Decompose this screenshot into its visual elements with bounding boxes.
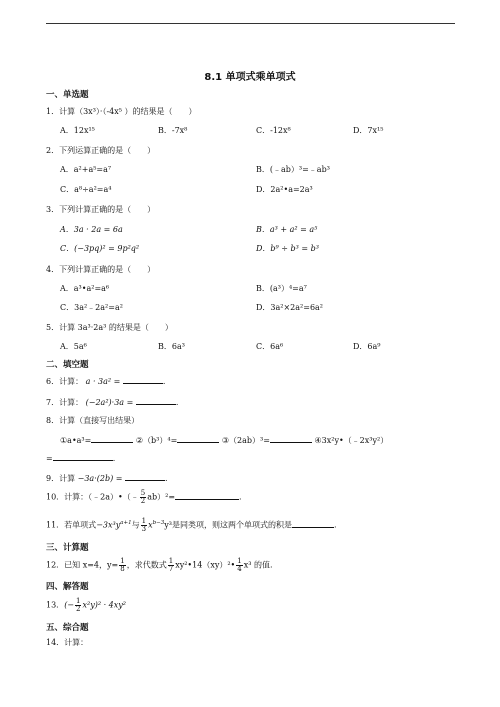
question-6	[46, 375, 165, 387]
q12-suffix: x³ 的值.	[243, 560, 273, 570]
q7-expression: (−2a²)·3a =	[85, 398, 136, 407]
q10-fraction	[140, 490, 146, 505]
question-3-stem: 3．下列计算正确的是（ ）	[46, 205, 156, 214]
question-13	[46, 598, 126, 613]
q7-period: .	[175, 398, 179, 407]
q8-part-2-blank[interactable]	[177, 434, 219, 443]
q9-answer-blank[interactable]	[125, 472, 165, 481]
q11-fraction	[141, 518, 147, 533]
question-8-line2: = .	[46, 454, 116, 463]
q4-option-c: C．3a²﹣2a²=a²	[60, 303, 123, 312]
question-1-stem: 1．计算（3x³）·（-4x⁵ ）的结果是（ ）	[46, 107, 197, 116]
q8-part-1: ①a•a³=	[60, 436, 92, 445]
q11-suffix: y³是同类项，则这两个单项式的积是	[164, 520, 292, 530]
header-rule	[46, 23, 455, 24]
q3-option-a: A．3a · 2a = 6a	[60, 225, 123, 234]
question-4-stem: 4．下列计算正确的是（ ）	[46, 265, 156, 274]
q1-option-b: B．-7x⁸	[158, 126, 188, 135]
q11-exponent-1: a+1	[120, 519, 132, 526]
q9-period: .	[165, 474, 168, 483]
q8-equals: =	[46, 454, 53, 463]
question-8-stem: 8．计算（直接写出结果）	[46, 416, 140, 425]
q7-stem: 7．计算：	[46, 398, 84, 407]
q12-y-numerator: 1	[120, 557, 125, 565]
q13-stem: 13．	[46, 600, 65, 610]
q13-open: (−	[64, 600, 75, 610]
q6-stem: 6．计算：	[46, 377, 84, 386]
question-7	[46, 396, 178, 408]
q4-option-a: A．a³•a²=a⁶	[60, 284, 110, 293]
q12-fraction-2	[236, 558, 242, 573]
q12-y-fraction	[119, 558, 125, 573]
q1-option-d: D．7x¹⁵	[353, 126, 384, 135]
q3-option-b: B．a³ + a² = a⁵	[256, 225, 318, 234]
q5-option-b: B．6a³	[158, 342, 185, 351]
q11-and: 与	[131, 520, 140, 530]
q12-prefix: 12．已知 x=4，y=	[46, 560, 119, 570]
q6-answer-blank[interactable]	[123, 375, 163, 384]
q8-part-3-blank[interactable]	[270, 434, 312, 443]
question-2-stem: 2．下列运算正确的是（ ）	[46, 146, 156, 155]
q13-fraction-numerator: 1	[76, 597, 81, 605]
q9-stem: 9．计算	[46, 474, 76, 483]
q1-option-c: C．-12x⁸	[256, 126, 291, 135]
question-11	[46, 518, 337, 533]
question-9	[46, 472, 168, 484]
question-14-stem: 14．计算：	[46, 638, 89, 647]
q5-option-c: C．6a⁶	[256, 342, 284, 351]
q12-fraction-2-denominator: 4	[237, 565, 242, 573]
q13-tail: x²y)² · 4xy²	[82, 600, 127, 610]
q9-expression: −3a·(2b) =	[77, 474, 125, 483]
q10-tail: ab）²=	[147, 492, 176, 502]
q12-fraction-1-denominator: 7	[168, 565, 174, 573]
q12-y-denominator: 8	[120, 565, 125, 573]
q8-part-4: ④3x²y•（﹣2x³y²）	[314, 436, 389, 445]
q13-fraction-denominator: 2	[76, 605, 81, 613]
question-12	[46, 558, 273, 573]
q10-period: .	[239, 492, 242, 502]
section-heading-single-choice: 一、单选题	[46, 90, 89, 100]
q10-fraction-denominator: 2	[140, 497, 146, 505]
q11-fraction-numerator: 1	[141, 517, 147, 525]
question-5-stem: 5．计算 3a³·2a³ 的结果是（ ）	[46, 323, 173, 332]
q5-option-a: A．5a⁶	[60, 342, 87, 351]
q8-part-1-blank[interactable]	[91, 434, 133, 443]
q11-period: .	[333, 520, 337, 530]
q2-option-d: D．2a²•a=2a³	[256, 185, 313, 194]
q6-period: .	[162, 377, 166, 386]
q11-exponent-2: b−3	[152, 519, 165, 526]
q10-answer-blank[interactable]	[175, 491, 239, 500]
q12-fraction-2-numerator: 1	[237, 557, 242, 565]
q8-part-2: ②（b³）⁴=	[135, 436, 178, 445]
q3-option-c: C．(−3pq)² = 9p²q²	[60, 244, 140, 253]
q6-expression: a · 3a² =	[85, 377, 123, 386]
q11-expr-1: −3x³y	[96, 520, 121, 530]
section-heading-calculation: 三、计算题	[46, 543, 89, 553]
q8-part-3: ③（2ab）³=	[221, 436, 270, 445]
section-heading-fill-blank: 二、填空题	[46, 360, 89, 370]
q7-answer-blank[interactable]	[136, 396, 176, 405]
section-heading-comprehensive: 五、综合题	[46, 623, 89, 633]
q12-mid: ，求代数式	[126, 560, 167, 570]
q2-option-a: A．a²+a⁵=a⁷	[60, 165, 112, 174]
q10-fraction-numerator: 5	[140, 489, 146, 497]
q1-option-a: A．12x¹⁵	[60, 126, 95, 135]
q2-option-b: B．(﹣ab）³=﹣ab³	[256, 165, 330, 174]
q4-option-b: B．(a³）⁴=a⁷	[256, 284, 307, 293]
question-10	[46, 490, 242, 505]
q12-fraction-1	[168, 558, 174, 573]
q12-fraction-1-numerator: 1	[168, 557, 174, 565]
q11-expr-2: x	[148, 520, 153, 530]
q5-option-d: D．6a⁹	[353, 342, 381, 351]
page-title: 8.1 单项式乘单项式	[204, 72, 296, 83]
q13-fraction	[75, 598, 81, 613]
section-heading-answer: 四、解答题	[46, 582, 89, 592]
q4-option-d: D．3a²×2a²=6a²	[256, 303, 324, 312]
q12-mid2: xy²•14（xy）²•	[175, 560, 236, 570]
question-8-parts	[60, 434, 388, 446]
q11-answer-blank[interactable]	[292, 519, 334, 528]
q11-fraction-denominator: 3	[141, 525, 147, 533]
q3-option-d: D．b⁹ ÷ b³ = b³	[256, 244, 319, 253]
q2-option-c: C．a⁸÷a²=a⁴	[60, 185, 112, 194]
q8-part-4-blank[interactable]	[53, 452, 113, 461]
q10-stem: 10．计算：（﹣2a）•（﹣	[46, 492, 139, 502]
q11-prefix: 11．若单项式	[46, 520, 97, 530]
